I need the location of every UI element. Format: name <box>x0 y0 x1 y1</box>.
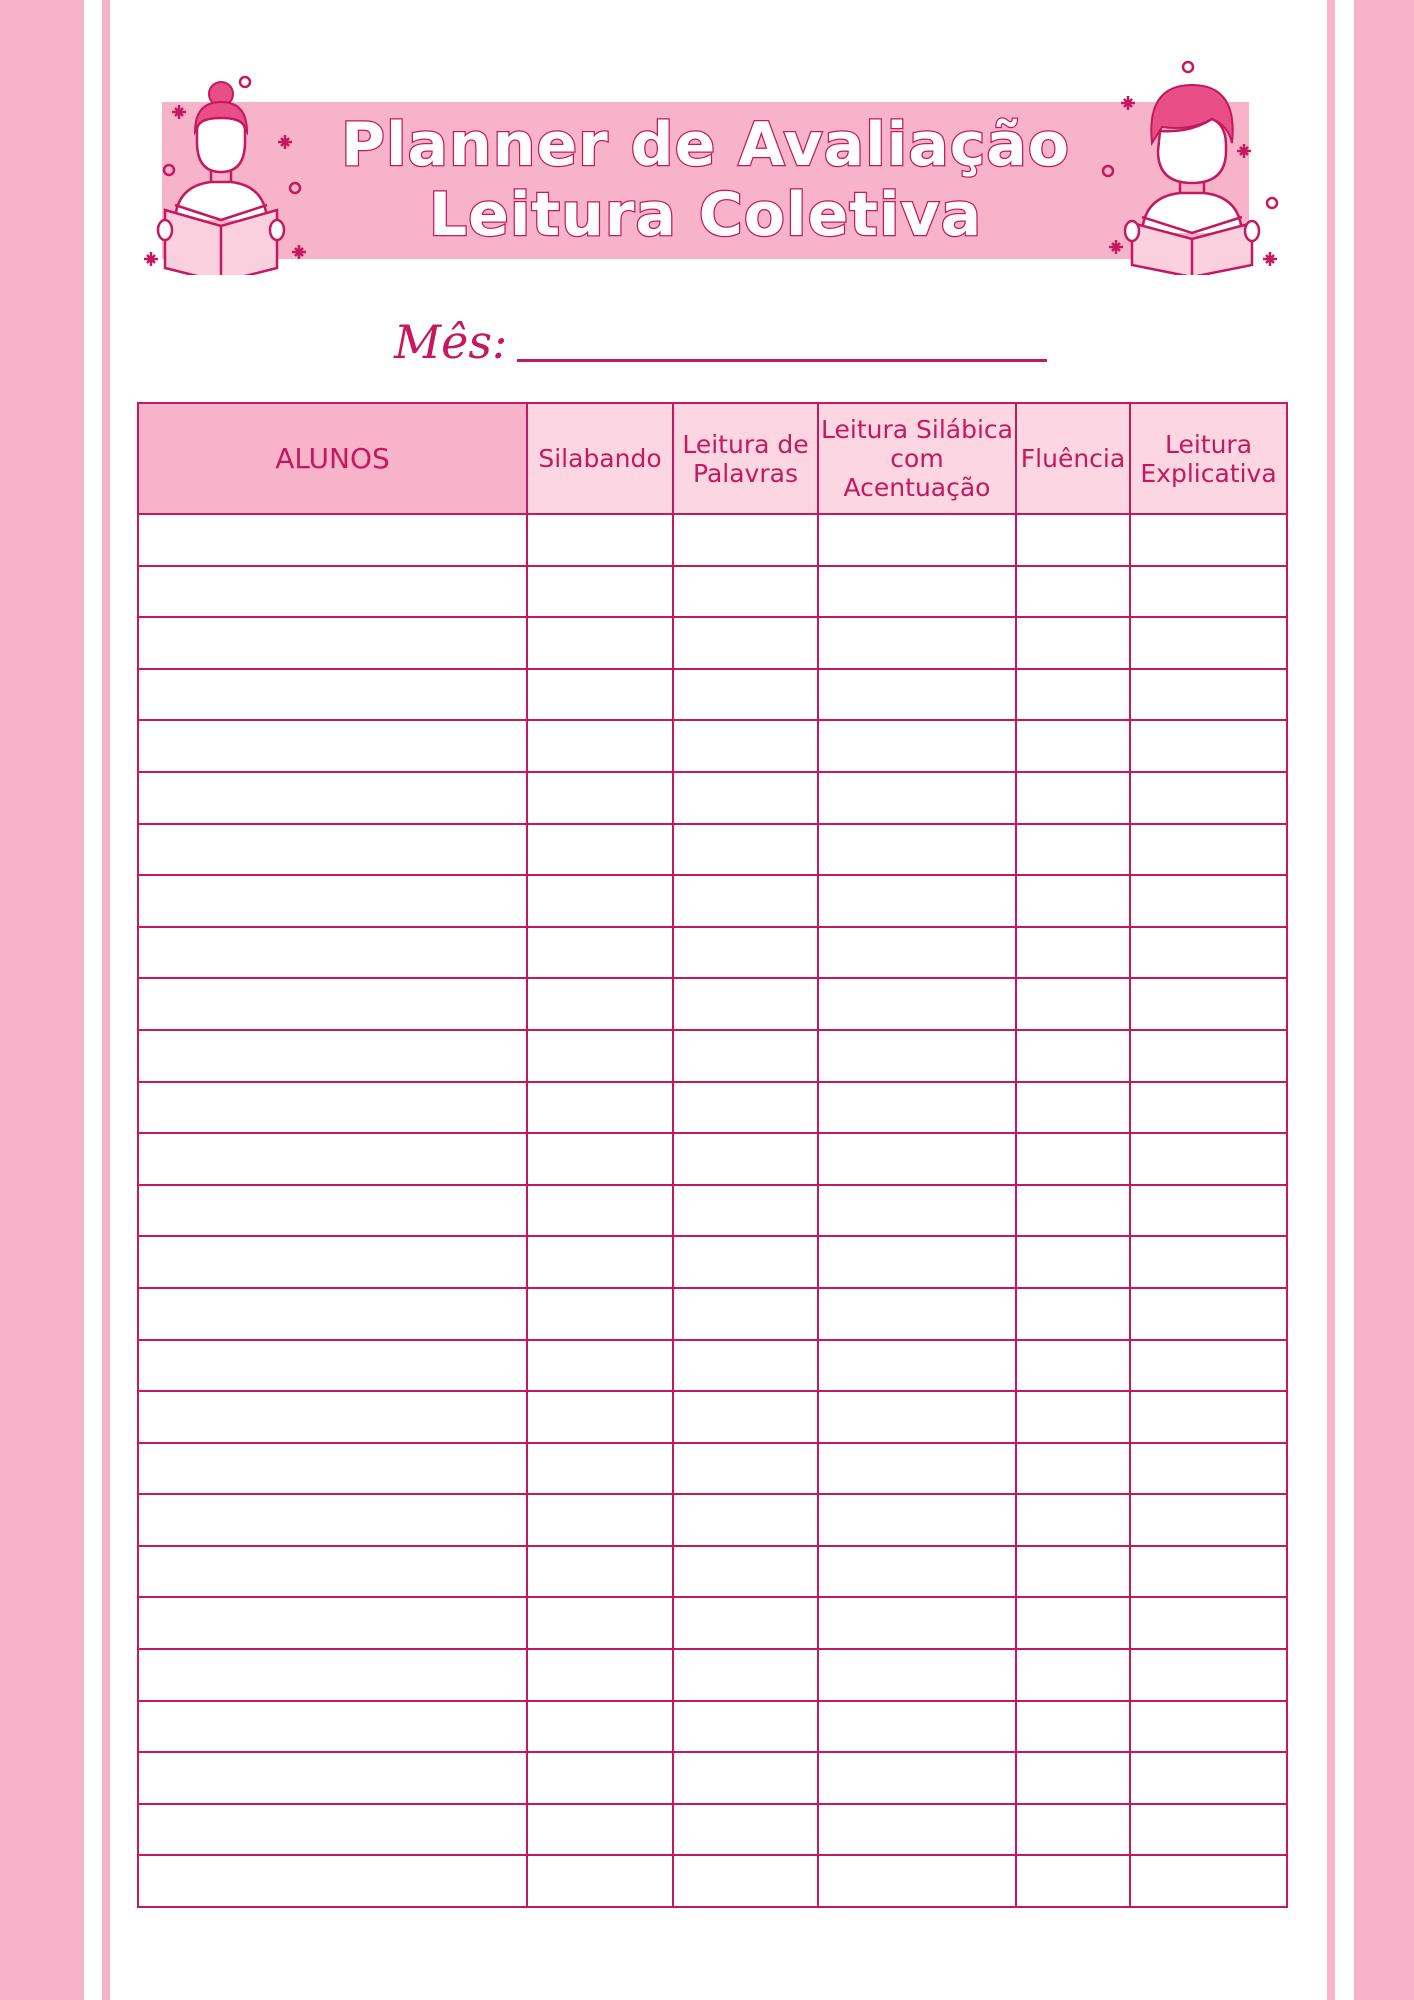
table-cell[interactable] <box>818 1443 1016 1495</box>
table-cell[interactable] <box>527 1701 673 1753</box>
table-cell[interactable] <box>673 1288 818 1340</box>
table-cell[interactable] <box>1016 978 1130 1030</box>
table-cell[interactable] <box>527 1391 673 1443</box>
table-cell[interactable] <box>673 720 818 772</box>
table-cell[interactable] <box>527 1752 673 1804</box>
table-cell[interactable] <box>673 669 818 721</box>
table-cell[interactable] <box>1130 772 1287 824</box>
table-row <box>138 875 1287 927</box>
table-cell[interactable] <box>527 1443 673 1495</box>
table-cell[interactable] <box>527 1185 673 1237</box>
table-cell[interactable] <box>673 824 818 876</box>
table-cell[interactable] <box>673 1133 818 1185</box>
table-row <box>138 669 1287 721</box>
table-cell[interactable] <box>1016 927 1130 979</box>
table-cell[interactable] <box>673 1494 818 1546</box>
table-cell[interactable] <box>818 875 1016 927</box>
month-field <box>394 300 1047 370</box>
table-cell[interactable] <box>1016 1236 1130 1288</box>
table-cell[interactable] <box>1130 1855 1287 1907</box>
table-row <box>138 514 1287 566</box>
table-cell[interactable] <box>1016 669 1130 721</box>
table-cell[interactable] <box>1130 514 1287 566</box>
table-cell[interactable] <box>1130 1546 1287 1598</box>
table-cell[interactable] <box>673 1185 818 1237</box>
table-cell[interactable] <box>138 1185 527 1237</box>
table-cell[interactable] <box>673 1236 818 1288</box>
table-cell[interactable] <box>818 1804 1016 1856</box>
table-cell[interactable] <box>673 1752 818 1804</box>
table-cell[interactable] <box>673 1597 818 1649</box>
table-cell[interactable] <box>673 772 818 824</box>
table-header-row <box>138 403 1287 514</box>
table-cell[interactable] <box>1130 1804 1287 1856</box>
table-cell[interactable] <box>138 1443 527 1495</box>
table-cell[interactable] <box>1016 1701 1130 1753</box>
column-header-leitura-palavras: Leitura de Palavras <box>673 403 818 514</box>
table-cell[interactable] <box>1016 772 1130 824</box>
table-cell[interactable] <box>527 1494 673 1546</box>
table-cell[interactable] <box>1130 978 1287 1030</box>
table-cell[interactable] <box>527 1133 673 1185</box>
table-row <box>138 617 1287 669</box>
table-cell[interactable] <box>1130 1752 1287 1804</box>
table-cell[interactable] <box>1016 1752 1130 1804</box>
table-cell[interactable] <box>818 772 1016 824</box>
column-header-leitura-explicativa: Leitura Explicativa <box>1130 403 1287 514</box>
table-cell[interactable] <box>1016 1340 1130 1392</box>
table-cell[interactable] <box>1130 1701 1287 1753</box>
table-cell[interactable] <box>1130 566 1287 618</box>
table-row <box>138 824 1287 876</box>
table-cell[interactable] <box>138 927 527 979</box>
table-cell[interactable] <box>673 1855 818 1907</box>
table-cell[interactable] <box>818 824 1016 876</box>
table-row <box>138 927 1287 979</box>
table-cell[interactable] <box>818 1185 1016 1237</box>
table-cell[interactable] <box>673 978 818 1030</box>
table-cell[interactable] <box>527 927 673 979</box>
table-cell[interactable] <box>1016 1443 1130 1495</box>
table-cell[interactable] <box>673 1391 818 1443</box>
table-cell[interactable] <box>1016 1855 1130 1907</box>
table-cell[interactable] <box>527 1546 673 1598</box>
table-cell[interactable] <box>818 978 1016 1030</box>
column-header-alunos: ALUNOS <box>138 403 527 514</box>
table-cell[interactable] <box>1016 1804 1130 1856</box>
table-cell[interactable] <box>1130 1288 1287 1340</box>
table-row <box>138 1030 1287 1082</box>
table-cell[interactable] <box>527 1236 673 1288</box>
table-cell[interactable] <box>1130 1391 1287 1443</box>
table-cell[interactable] <box>818 566 1016 618</box>
table-cell[interactable] <box>138 1030 527 1082</box>
table-cell[interactable] <box>818 1597 1016 1649</box>
table-cell[interactable] <box>138 1752 527 1804</box>
table-cell[interactable] <box>527 720 673 772</box>
page-title-line1: Planner de Avaliação <box>341 110 1070 180</box>
table-row <box>138 1649 1287 1701</box>
table-cell[interactable] <box>673 1030 818 1082</box>
table-cell[interactable] <box>138 514 527 566</box>
table-row <box>138 1185 1287 1237</box>
table-cell[interactable] <box>1016 1649 1130 1701</box>
table-cell[interactable] <box>527 1804 673 1856</box>
table-cell[interactable] <box>673 875 818 927</box>
table-cell[interactable] <box>527 1288 673 1340</box>
table-row <box>138 978 1287 1030</box>
table-cell[interactable] <box>818 1236 1016 1288</box>
table-cell[interactable] <box>138 772 527 824</box>
table-row <box>138 1494 1287 1546</box>
table-cell[interactable] <box>1016 617 1130 669</box>
table-cell[interactable] <box>527 514 673 566</box>
table-cell[interactable] <box>1130 720 1287 772</box>
table-cell[interactable] <box>138 1546 527 1598</box>
table-cell[interactable] <box>527 772 673 824</box>
table-row <box>138 1752 1287 1804</box>
table-cell[interactable] <box>1016 1391 1130 1443</box>
table-cell[interactable] <box>818 1752 1016 1804</box>
table-cell[interactable] <box>1016 1030 1130 1082</box>
table-cell[interactable] <box>1130 927 1287 979</box>
left-thin-stripe <box>102 0 110 2000</box>
table-cell[interactable] <box>1016 1597 1130 1649</box>
table-cell[interactable] <box>673 514 818 566</box>
column-header-silabando: Silabando <box>527 403 673 514</box>
table-body <box>138 514 1287 1907</box>
table-row <box>138 1236 1287 1288</box>
table-cell[interactable] <box>138 978 527 1030</box>
table-cell[interactable] <box>818 1701 1016 1753</box>
table-cell[interactable] <box>1016 566 1130 618</box>
table-row <box>138 1082 1287 1134</box>
column-header-fluencia: Fluência <box>1016 403 1130 514</box>
table-cell[interactable] <box>818 720 1016 772</box>
table-row <box>138 772 1287 824</box>
table-cell[interactable] <box>138 1804 527 1856</box>
table-cell[interactable] <box>527 617 673 669</box>
table-cell[interactable] <box>527 1855 673 1907</box>
table-cell[interactable] <box>138 1082 527 1134</box>
table-row <box>138 1443 1287 1495</box>
table-cell[interactable] <box>1130 1494 1287 1546</box>
table-cell[interactable] <box>818 1391 1016 1443</box>
table-cell[interactable] <box>818 1288 1016 1340</box>
table-row <box>138 1597 1287 1649</box>
table-cell[interactable] <box>818 1030 1016 1082</box>
table-cell[interactable] <box>673 566 818 618</box>
table-cell[interactable] <box>818 1649 1016 1701</box>
table-cell[interactable] <box>673 1443 818 1495</box>
table-cell[interactable] <box>1016 875 1130 927</box>
table-cell[interactable] <box>527 566 673 618</box>
table-row <box>138 1546 1287 1598</box>
table-row <box>138 1340 1287 1392</box>
table-cell[interactable] <box>138 566 527 618</box>
table-row <box>138 1391 1287 1443</box>
table-cell[interactable] <box>527 1597 673 1649</box>
table-cell[interactable] <box>1130 824 1287 876</box>
table-cell[interactable] <box>138 1133 527 1185</box>
table-cell[interactable] <box>818 927 1016 979</box>
table-cell[interactable] <box>527 824 673 876</box>
table-cell[interactable] <box>1016 1185 1130 1237</box>
table-cell[interactable] <box>1016 1494 1130 1546</box>
evaluation-table <box>137 402 1288 1908</box>
table-row <box>138 566 1287 618</box>
table-cell[interactable] <box>527 669 673 721</box>
table-cell[interactable] <box>673 1082 818 1134</box>
table-cell[interactable] <box>138 875 527 927</box>
table-cell[interactable] <box>1130 1185 1287 1237</box>
table-cell[interactable] <box>1016 514 1130 566</box>
table-cell[interactable] <box>818 1340 1016 1392</box>
table-cell[interactable] <box>1016 1082 1130 1134</box>
table-cell[interactable] <box>138 1340 527 1392</box>
month-input-line[interactable] <box>517 359 1047 362</box>
table-cell[interactable] <box>1130 617 1287 669</box>
table-cell[interactable] <box>818 1546 1016 1598</box>
table-cell[interactable] <box>673 1701 818 1753</box>
table-cell[interactable] <box>138 669 527 721</box>
table-row <box>138 1804 1287 1856</box>
table-cell[interactable] <box>527 1649 673 1701</box>
column-header-leitura-silabica: Leitura Silábica com Acentuação <box>818 403 1016 514</box>
table-cell[interactable] <box>818 1855 1016 1907</box>
table-cell[interactable] <box>138 824 527 876</box>
table-cell[interactable] <box>1130 1030 1287 1082</box>
table-cell[interactable] <box>1016 1133 1130 1185</box>
table-cell[interactable] <box>138 1494 527 1546</box>
table-cell[interactable] <box>673 1649 818 1701</box>
table-cell[interactable] <box>1130 1133 1287 1185</box>
page-title-line2: Leitura Coletiva <box>428 180 983 250</box>
table-cell[interactable] <box>138 720 527 772</box>
table-cell[interactable] <box>818 1082 1016 1134</box>
table-cell[interactable] <box>1130 1649 1287 1701</box>
table-cell[interactable] <box>527 978 673 1030</box>
table-cell[interactable] <box>1130 1340 1287 1392</box>
table-row <box>138 1133 1287 1185</box>
table-cell[interactable] <box>818 514 1016 566</box>
table-cell[interactable] <box>673 927 818 979</box>
table-cell[interactable] <box>673 617 818 669</box>
table-cell[interactable] <box>1130 1597 1287 1649</box>
table-cell[interactable] <box>1130 875 1287 927</box>
table-cell[interactable] <box>1016 824 1130 876</box>
table-cell[interactable] <box>1016 1546 1130 1598</box>
table-cell[interactable] <box>138 1597 527 1649</box>
table-cell[interactable] <box>138 1288 527 1340</box>
table-cell[interactable] <box>673 1546 818 1598</box>
table-cell[interactable] <box>527 1340 673 1392</box>
table-cell[interactable] <box>673 1340 818 1392</box>
table-cell[interactable] <box>1130 1443 1287 1495</box>
table-cell[interactable] <box>818 1133 1016 1185</box>
table-cell[interactable] <box>818 1494 1016 1546</box>
table-cell[interactable] <box>527 1030 673 1082</box>
table-row <box>138 1855 1287 1907</box>
month-label: Mês: <box>394 315 508 369</box>
table-cell[interactable] <box>138 1701 527 1753</box>
left-stripe <box>0 0 84 2000</box>
table-cell[interactable] <box>818 669 1016 721</box>
right-thin-stripe <box>1327 0 1335 2000</box>
right-stripe <box>1354 0 1414 2000</box>
table-cell[interactable] <box>818 617 1016 669</box>
table-cell[interactable] <box>138 617 527 669</box>
table-cell[interactable] <box>527 1082 673 1134</box>
table-cell[interactable] <box>1016 720 1130 772</box>
table-cell[interactable] <box>1016 1288 1130 1340</box>
table-cell[interactable] <box>138 1391 527 1443</box>
table-cell[interactable] <box>1130 1082 1287 1134</box>
table-cell[interactable] <box>673 1804 818 1856</box>
table-row <box>138 1288 1287 1340</box>
table-cell[interactable] <box>1130 1236 1287 1288</box>
table-row <box>138 720 1287 772</box>
table-row <box>138 1701 1287 1753</box>
table-cell[interactable] <box>138 1855 527 1907</box>
table-cell[interactable] <box>1130 669 1287 721</box>
table-cell[interactable] <box>138 1649 527 1701</box>
table-cell[interactable] <box>138 1236 527 1288</box>
table-cell[interactable] <box>527 875 673 927</box>
